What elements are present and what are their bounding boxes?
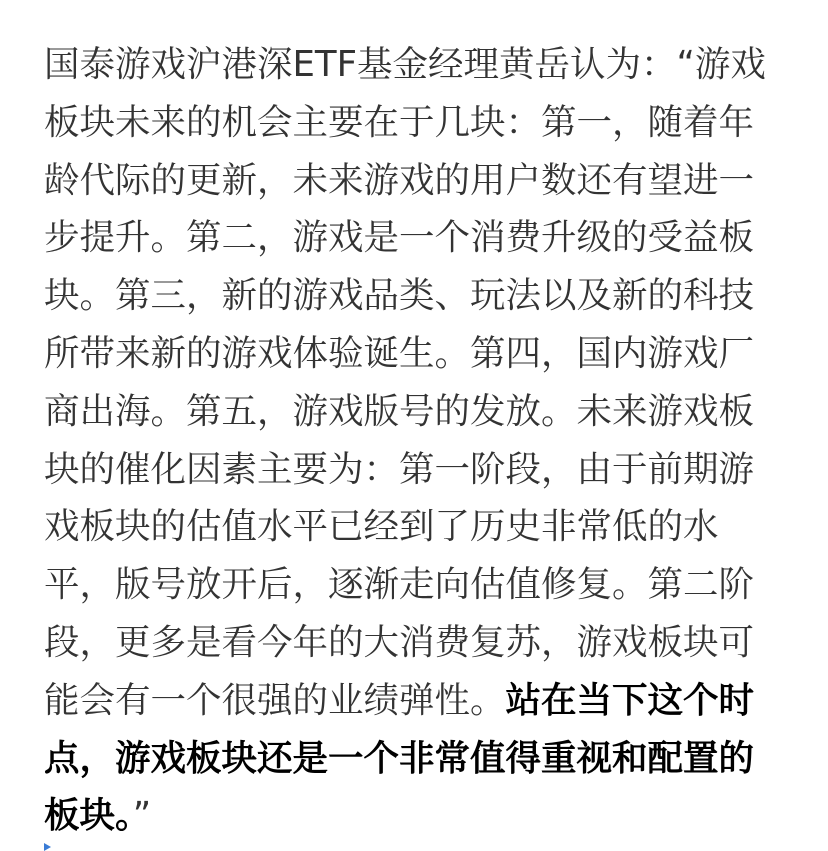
paragraph-body-text: 国泰游戏沪港深ETF基金经理黄岳认为：“游戏板块未来的机会主要在于几块：第一，随着年龄代际的更新，未来游戏的用户数还有望进一步提升。第二，游戏是一个消费升级的受益板块。第三，新的游戏品类、玩法以及新的科技所带来新的游戏体验诞生。第四，国内游戏厂商出海。第五，游戏版号的发放。未来游戏板块的催化因素主要为：第一阶段，由于前期游戏板块的估值水平已经到了历史非常低的水平，版号放开后，逐渐走向估值修复。第二阶段，更多是看今年的大消费复苏，游戏板块可能会有一个很强的业绩弹性。 [44,44,766,721]
article-paragraph [44,36,784,845]
paragraph-emphasis-text: 站在当下这个时点，游戏板块还是一个非常值得重视和配置的板块。 [44,679,755,837]
link-arrow-icon[interactable] [44,843,51,851]
closing-quote: ” [132,795,152,837]
